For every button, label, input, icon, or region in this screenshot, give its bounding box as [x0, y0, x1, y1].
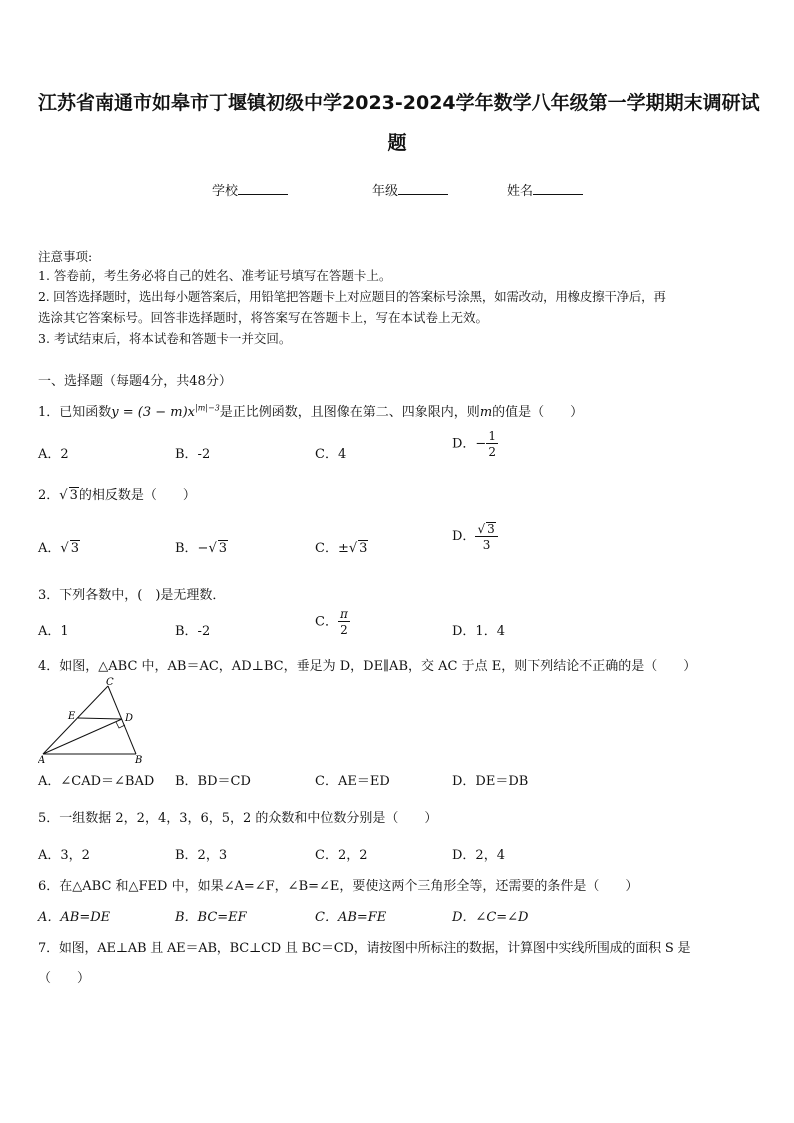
- q5-option-d: D．2，4: [452, 848, 505, 863]
- q2-d-numerator: √ 3: [475, 522, 497, 537]
- q1-d-denominator: 2: [488, 445, 496, 459]
- section-heading: 一、选择题（每题4分，共48分）: [38, 374, 232, 389]
- question-6-stem: 6．在△ABC 和△FED 中，如果∠A=∠F，∠B=∠E，要使这两个三角形全等，还需要的条件是（ ）: [38, 879, 639, 894]
- grade-label: 年级: [372, 184, 399, 199]
- q3-option-b: B．-2: [175, 624, 211, 639]
- q2-a-label: A．: [38, 541, 61, 556]
- q3-c-numerator: π: [339, 607, 348, 621]
- q3-c-label: C．: [315, 614, 338, 630]
- q6-option-c: C．AB=FE: [315, 910, 387, 925]
- notice-item-3: 3. 考试结束后，将本试卷和答题卡一并交回。: [38, 331, 292, 346]
- name-field: [507, 180, 583, 199]
- q3-option-d: D．1．4: [452, 624, 505, 639]
- q4-label-c: C: [106, 677, 114, 688]
- q2-text: 的相反数是（ ）: [78, 488, 196, 503]
- q4-option-b: B．BD＝CD: [175, 774, 251, 789]
- q4-option-c: C．AE＝ED: [315, 774, 390, 789]
- q2-b-radicand: 3: [218, 541, 228, 556]
- q2-radicand: 3: [69, 488, 78, 503]
- q6-option-a: A．AB=DE: [38, 910, 111, 925]
- q4-side-ac: [43, 686, 108, 754]
- school-label: 学校: [212, 184, 239, 199]
- notice-item-2b: 选涂其它答案标号。回答非选择题时，将答案写在答题卡上，写在本试卷上无效。: [38, 310, 489, 325]
- q2-a-radicand: 3: [70, 541, 79, 556]
- q4-option-a: A．∠CAD＝∠BAD: [38, 774, 155, 789]
- q1-end: 的值是（ ）: [492, 405, 584, 420]
- question-3-stem: 3．下列各数中，( )是无理数．: [38, 588, 226, 603]
- q3-option-a: A．1: [38, 624, 69, 639]
- notice-heading: 注意事项:: [38, 249, 93, 264]
- q4-label-a: A: [38, 755, 46, 764]
- q4-segment-de: [78, 718, 122, 719]
- q6-option-b: B．BC=EF: [175, 910, 247, 925]
- q1-option-d-label: D．−: [452, 436, 487, 452]
- q2-c-radicand: 3: [359, 541, 368, 556]
- q1-option-b: B．-2: [175, 447, 211, 462]
- q4-label-b: B: [135, 755, 143, 764]
- school-blank: [238, 182, 288, 195]
- question-2-stem: 2．√ 3的相反数是（ ）: [38, 488, 196, 503]
- q1-text: 是正比例函数，且图像在第二、四象限内，则: [219, 405, 480, 420]
- q2-option-a: A．√ 3: [38, 541, 79, 556]
- q1-option-a: A．2: [38, 447, 69, 462]
- q2-option-b: B．−√ 3: [175, 541, 228, 556]
- q4-label-d: D: [125, 713, 134, 724]
- q1-option-c: C．4: [315, 447, 347, 462]
- q5-option-b: B．2，3: [175, 848, 228, 863]
- q2-option-c: C．±√ 3: [315, 541, 368, 556]
- question-4-stem: 4．如图，△ABC 中，AB＝AC，AD⊥BC，垂足为 D，DE∥AB，交 AC 于点 E，则下列结论不正确的是（ ）: [38, 659, 697, 674]
- grade-field: [372, 180, 448, 199]
- q1-prefix: 1．已知函数: [38, 405, 112, 420]
- q1-formula: y = (3 − m)x: [111, 405, 196, 420]
- question-7-stem-2: （ ）: [38, 971, 91, 986]
- school-field: [212, 180, 288, 199]
- question-7-stem: 7．如图，AE⊥AB 且 AE＝AB，BC⊥CD 且 BC＝CD，请按图中所标注的数据，计算图中实线所围成的面积 S 是: [38, 941, 691, 956]
- name-label: 姓名: [507, 184, 534, 199]
- q2-d-denominator: 3: [482, 538, 491, 552]
- q3-c-denominator: 2: [340, 623, 348, 637]
- q2-prefix: 2．: [38, 488, 60, 503]
- q2-option-d: [452, 522, 498, 551]
- page-title-line2: 题: [387, 132, 407, 154]
- q4-triangle-figure: [38, 676, 144, 764]
- name-blank: [533, 182, 583, 195]
- q1-option-d: [452, 430, 498, 458]
- q4-option-d: D．DE＝DB: [452, 774, 529, 789]
- q2-b-label: B．−: [175, 541, 209, 556]
- q2-d-label: D．: [452, 529, 476, 544]
- grade-blank: [398, 182, 448, 195]
- question-1-stem: [38, 401, 583, 420]
- q5-option-c: C．2，2: [315, 848, 368, 863]
- q2-d-radicand: 3: [487, 522, 495, 536]
- q3-option-c: [315, 608, 350, 636]
- notice-item-2a: 2. 回答选择题时，选出每小题答案后，用铅笔把答题卡上对应题目的答案标号涂黑，如需改动，用橡皮擦干净后，再: [38, 289, 666, 304]
- q6-option-d: D．∠C=∠D: [452, 910, 529, 925]
- q2-c-label: C．±: [315, 541, 349, 556]
- q1-exponent: |m|−3: [195, 403, 220, 413]
- q1-var: m: [479, 405, 493, 420]
- q4-label-e: E: [68, 711, 76, 722]
- notice-item-1: 1. 答卷前，考生务必将自己的姓名、准考证号填写在答题卡上。: [38, 268, 392, 283]
- q4-segment-ad: [43, 719, 122, 754]
- page-title-line1: 江苏省南通市如皋市丁堰镇初级中学2023-2024学年数学八年级第一学期期末调研试: [38, 92, 760, 114]
- q1-d-numerator: 1: [488, 429, 496, 443]
- question-5-stem: 5．一组数据 2，2，4，3，6，5，2 的众数和中位数分别是（ ）: [38, 811, 438, 826]
- q5-option-a: A．3，2: [38, 848, 90, 863]
